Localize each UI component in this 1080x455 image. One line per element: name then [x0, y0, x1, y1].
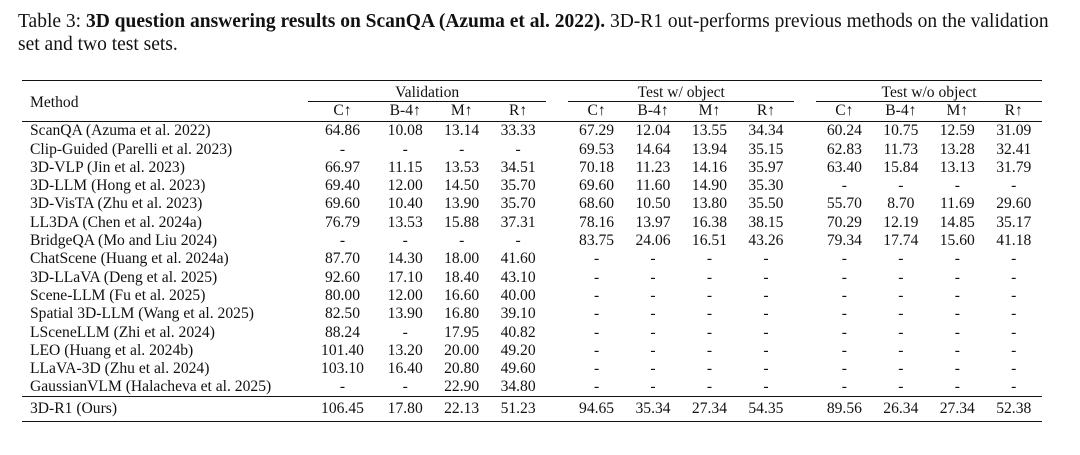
metric-header: M↑ — [946, 102, 969, 120]
metric-header: B-4↑ — [389, 102, 421, 120]
value-cell: - — [650, 305, 656, 323]
value-cell: 12.59 — [929, 121, 985, 140]
value-cell: 41.60 — [500, 250, 536, 268]
method-cell: ChatScene (Huang et al. 2024a) — [30, 250, 229, 268]
value-cell: 31.79 — [996, 158, 1032, 176]
value-cell: 17.95 — [444, 323, 480, 341]
value-cell: - — [898, 360, 904, 378]
value-cell: 11.15 — [387, 158, 423, 176]
value-cell: 60.24 — [816, 121, 872, 140]
value-cell: - — [841, 360, 847, 378]
value-cell: - — [706, 323, 713, 341]
value-cell: 11.69 — [940, 195, 975, 213]
group-header-test-without-object: Test w/o object — [816, 81, 1042, 102]
value-cell: 69.40 — [324, 177, 361, 195]
value-cell: 12.00 — [387, 286, 423, 304]
value-cell: 13.55 — [681, 121, 737, 140]
value-cell: - — [1011, 286, 1017, 304]
table-row — [22, 305, 1042, 323]
value-cell: - — [1011, 323, 1017, 341]
method-cell: Spatial 3D-LLM (Wang et al. 2025) — [30, 305, 254, 323]
method-cell: LSceneLLM (Zhi et al. 2024) — [30, 323, 215, 341]
value-cell: 39.10 — [500, 305, 536, 323]
value-cell: 27.34 — [929, 397, 985, 421]
value-cell: 83.75 — [579, 232, 615, 250]
method-cell: LLaVA-3D (Zhu et al. 2024) — [30, 360, 210, 378]
value-cell: - — [763, 341, 769, 359]
value-cell: - — [515, 140, 521, 158]
value-cell: 35.15 — [748, 140, 784, 158]
table-row — [22, 378, 1042, 397]
value-cell: 51.23 — [490, 397, 546, 421]
table-row — [22, 250, 1042, 268]
value-cell: 15.84 — [883, 158, 919, 176]
value-cell: - — [841, 341, 847, 359]
scanqa-results-table — [22, 80, 1042, 422]
value-cell: - — [593, 378, 600, 396]
value-cell: 35.30 — [748, 177, 784, 195]
value-cell: - — [898, 250, 904, 268]
value-cell: 13.13 — [939, 158, 975, 176]
method-cell: 3D-LLaVA (Deng et al. 2025) — [30, 268, 218, 286]
value-cell: - — [1011, 250, 1017, 268]
value-cell: 15.88 — [444, 213, 480, 231]
value-cell: 35.17 — [996, 213, 1032, 231]
value-cell: - — [763, 286, 769, 304]
value-cell: 16.38 — [691, 213, 728, 231]
value-cell: - — [1011, 378, 1017, 396]
value-cell: 62.83 — [826, 140, 862, 158]
value-cell: - — [402, 140, 408, 158]
value-cell: 12.00 — [387, 177, 423, 195]
value-cell: - — [706, 305, 713, 323]
value-cell: - — [954, 250, 960, 268]
value-cell: 52.38 — [986, 397, 1042, 421]
value-cell: - — [459, 232, 465, 250]
value-cell: - — [954, 286, 960, 304]
table-row — [22, 360, 1042, 378]
metric-header: C↑ — [835, 102, 854, 120]
method-cell: Clip-Guided (Parelli et al. 2023) — [30, 140, 233, 158]
value-cell: 13.28 — [939, 140, 975, 158]
value-cell: - — [706, 341, 713, 359]
value-cell: 34.80 — [500, 378, 536, 396]
value-cell: - — [763, 250, 769, 268]
value-cell: 49.20 — [500, 341, 536, 359]
value-cell: 88.24 — [324, 323, 361, 341]
value-cell: - — [402, 232, 408, 250]
value-cell: 70.29 — [826, 213, 862, 231]
value-cell: 63.40 — [826, 158, 862, 176]
table-body — [22, 121, 1042, 421]
value-cell: 29.60 — [996, 195, 1032, 213]
value-cell: - — [841, 250, 847, 268]
value-cell: 43.10 — [500, 268, 536, 286]
value-cell: 70.18 — [579, 158, 615, 176]
table-row — [22, 158, 1042, 176]
value-cell: 67.29 — [568, 121, 624, 140]
value-cell: - — [841, 268, 847, 286]
value-cell: - — [954, 323, 960, 341]
value-cell: - — [706, 250, 713, 268]
method-cell: BridgeQA (Mo and Liu 2024) — [30, 232, 218, 250]
value-cell: 82.50 — [324, 305, 361, 323]
method-cell: LL3DA (Chen et al. 2024a) — [30, 213, 202, 231]
method-cell: 3D-R1 (Ours) — [22, 397, 308, 421]
value-cell: - — [1011, 177, 1017, 195]
value-cell: 13.80 — [691, 195, 728, 213]
value-cell: - — [593, 360, 600, 378]
value-cell: - — [954, 305, 960, 323]
metric-header: M↑ — [698, 102, 721, 120]
value-cell: - — [593, 286, 600, 304]
value-cell: 87.70 — [324, 250, 361, 268]
value-cell: - — [954, 341, 960, 359]
value-cell: - — [841, 286, 847, 304]
value-cell: - — [898, 268, 904, 286]
table-row — [22, 341, 1042, 359]
metric-header: R↑ — [1004, 102, 1023, 120]
table-caption — [18, 10, 1060, 56]
value-cell: 13.53 — [387, 213, 423, 231]
value-cell: 92.60 — [324, 268, 361, 286]
value-cell: 35.50 — [748, 195, 784, 213]
metric-header: C↑ — [333, 102, 352, 120]
value-cell: 10.50 — [635, 195, 671, 213]
value-cell: 27.34 — [681, 397, 737, 421]
group-header-row — [22, 81, 1042, 102]
value-cell: - — [339, 140, 346, 158]
value-cell: - — [593, 305, 600, 323]
value-cell: 11.60 — [635, 177, 671, 195]
method-cell: 3D-VLP (Jin et al. 2023) — [30, 158, 185, 176]
table-row — [22, 286, 1042, 304]
value-cell: 22.13 — [433, 397, 489, 421]
value-cell: 43.26 — [748, 232, 784, 250]
value-cell: - — [898, 341, 904, 359]
value-cell: - — [593, 323, 600, 341]
value-cell: - — [593, 341, 600, 359]
table-row — [22, 268, 1042, 286]
table-row — [22, 177, 1042, 195]
value-cell: 35.34 — [625, 397, 681, 421]
value-cell: 13.14 — [433, 121, 489, 140]
value-cell: - — [898, 305, 904, 323]
value-cell: 10.08 — [377, 121, 433, 140]
value-cell: 64.86 — [308, 121, 377, 140]
value-cell: 38.15 — [748, 213, 784, 231]
value-cell: 12.04 — [625, 121, 681, 140]
caption-text: 3D-R1 out-performs previous methods on the validation set and two test sets. — [18, 11, 1049, 55]
method-cell: Scene-LLM (Fu et al. 2025) — [30, 286, 206, 304]
value-cell: - — [1011, 305, 1017, 323]
value-cell: 32.41 — [996, 140, 1032, 158]
value-cell: 54.35 — [738, 397, 794, 421]
method-header: Method — [22, 81, 308, 122]
caption-label: Table 3: — [18, 11, 86, 32]
value-cell: 13.90 — [444, 195, 480, 213]
value-cell: 33.33 — [490, 121, 546, 140]
value-cell: 13.90 — [387, 305, 423, 323]
value-cell: 37.31 — [500, 213, 536, 231]
value-cell: - — [954, 360, 960, 378]
value-cell: 106.45 — [308, 397, 377, 421]
value-cell: 18.40 — [444, 268, 480, 286]
value-cell: 69.53 — [579, 140, 615, 158]
value-cell: 12.19 — [883, 213, 919, 231]
value-cell: 94.65 — [568, 397, 624, 421]
value-cell: 101.40 — [321, 341, 364, 359]
value-cell: - — [1011, 360, 1017, 378]
value-cell: - — [954, 268, 960, 286]
value-cell: 14.64 — [635, 140, 671, 158]
caption-title: 3D question answering results on ScanQA (Azuma et al. 2022). — [85, 11, 606, 32]
table-row — [22, 195, 1042, 213]
value-cell: 11.23 — [635, 158, 671, 176]
value-cell: - — [898, 378, 904, 396]
value-cell: - — [593, 250, 600, 268]
value-cell: 20.00 — [444, 341, 480, 359]
value-cell: - — [898, 323, 904, 341]
value-cell: - — [650, 341, 656, 359]
value-cell: - — [763, 323, 769, 341]
value-cell: 22.90 — [444, 378, 480, 396]
value-cell: 35.70 — [500, 177, 536, 195]
value-cell: - — [763, 268, 769, 286]
group-header-test-with-object: Test w/ object — [568, 81, 794, 102]
metric-header: B-4↑ — [885, 102, 917, 120]
value-cell: - — [650, 250, 656, 268]
metric-header: R↑ — [509, 102, 528, 120]
value-cell: - — [898, 286, 904, 304]
value-cell: - — [763, 378, 769, 396]
value-cell: 16.60 — [444, 286, 480, 304]
value-cell: 14.50 — [444, 177, 480, 195]
table-row — [22, 140, 1042, 158]
table-row — [22, 121, 1042, 140]
method-cell: ScanQA (Azuma et al. 2022) — [22, 121, 308, 140]
value-cell: 34.51 — [500, 158, 536, 176]
value-cell: 69.60 — [579, 177, 615, 195]
value-cell: - — [650, 360, 656, 378]
value-cell: 18.00 — [444, 250, 480, 268]
value-cell: 49.60 — [500, 360, 536, 378]
value-cell: - — [706, 378, 713, 396]
value-cell: 80.00 — [324, 286, 361, 304]
value-cell: - — [650, 378, 656, 396]
value-cell: - — [841, 305, 847, 323]
value-cell: - — [841, 323, 847, 341]
value-cell: - — [339, 232, 346, 250]
value-cell: 13.20 — [387, 341, 423, 359]
group-header-validation: Validation — [308, 81, 546, 102]
metric-header: C↑ — [587, 102, 606, 120]
table-row-ours — [22, 397, 1042, 421]
value-cell: 35.97 — [748, 158, 784, 176]
value-cell: 55.70 — [826, 195, 862, 213]
value-cell: 13.53 — [444, 158, 480, 176]
value-cell: 41.18 — [996, 232, 1032, 250]
method-cell: 3D-VisTA (Zhu et al. 2023) — [30, 195, 203, 213]
value-cell: 35.70 — [500, 195, 536, 213]
metric-header: R↑ — [756, 102, 776, 120]
value-cell: - — [402, 323, 408, 341]
value-cell: 24.06 — [635, 232, 671, 250]
value-cell: - — [402, 378, 408, 396]
value-cell: 34.34 — [738, 121, 794, 140]
value-cell: 17.80 — [377, 397, 433, 421]
value-cell: - — [763, 305, 769, 323]
value-cell: - — [954, 177, 960, 195]
value-cell: 40.00 — [500, 286, 536, 304]
value-cell: 78.16 — [579, 213, 615, 231]
value-cell: - — [706, 286, 713, 304]
table-row — [22, 323, 1042, 341]
value-cell: 40.82 — [500, 323, 536, 341]
value-cell: 17.10 — [387, 268, 423, 286]
value-cell: 13.97 — [635, 213, 671, 231]
value-cell: - — [650, 286, 656, 304]
method-cell: GaussianVLM (Halacheva et al. 2025) — [30, 378, 272, 396]
value-cell: 31.09 — [986, 121, 1042, 140]
value-cell: 14.30 — [387, 250, 423, 268]
value-cell: 14.85 — [939, 213, 975, 231]
value-cell: 16.80 — [444, 305, 480, 323]
metric-header: M↑ — [450, 102, 473, 120]
value-cell: 8.70 — [887, 195, 915, 213]
value-cell: - — [898, 177, 904, 195]
value-cell: 20.80 — [444, 360, 480, 378]
value-cell: 66.97 — [324, 158, 361, 176]
value-cell: - — [706, 268, 713, 286]
value-cell: - — [1011, 268, 1017, 286]
value-cell: - — [650, 268, 656, 286]
value-cell: - — [841, 177, 847, 195]
value-cell: 76.79 — [324, 213, 361, 231]
value-cell: 14.16 — [691, 158, 728, 176]
metric-header: B-4↑ — [637, 102, 669, 120]
value-cell: 10.40 — [387, 195, 423, 213]
table-row — [22, 232, 1042, 250]
value-cell: - — [763, 360, 769, 378]
value-cell: - — [841, 378, 847, 396]
value-cell: - — [706, 360, 713, 378]
value-cell: - — [1011, 341, 1017, 359]
value-cell: 79.34 — [826, 232, 862, 250]
method-cell: 3D-LLM (Hong et al. 2023) — [30, 177, 206, 195]
value-cell: 11.73 — [883, 140, 919, 158]
value-cell: 17.74 — [883, 232, 919, 250]
value-cell: 89.56 — [816, 397, 872, 421]
value-cell: 10.75 — [873, 121, 929, 140]
value-cell: - — [650, 323, 656, 341]
value-cell: 68.60 — [579, 195, 615, 213]
value-cell: 13.94 — [691, 140, 728, 158]
value-cell: - — [593, 268, 600, 286]
value-cell: - — [954, 378, 960, 396]
method-cell: LEO (Huang et al. 2024b) — [30, 341, 194, 359]
value-cell: - — [459, 140, 465, 158]
value-cell: 14.90 — [691, 177, 728, 195]
value-cell: 26.34 — [873, 397, 929, 421]
value-cell: 16.40 — [387, 360, 423, 378]
value-cell: - — [515, 232, 521, 250]
value-cell: 69.60 — [324, 195, 361, 213]
table-row — [22, 213, 1042, 231]
value-cell: 16.51 — [691, 232, 728, 250]
value-cell: - — [339, 378, 346, 396]
value-cell: 103.10 — [321, 360, 364, 378]
value-cell: 15.60 — [939, 232, 975, 250]
